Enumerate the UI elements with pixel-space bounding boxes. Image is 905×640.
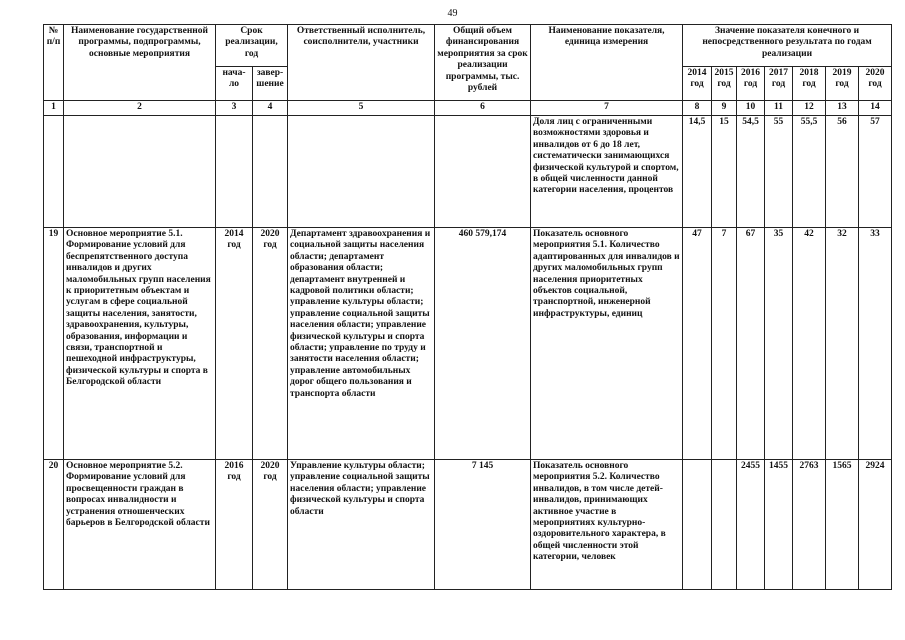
column-number: 3 bbox=[216, 101, 253, 116]
row-executors: Управление культуры области; управление социальной защиты населения области; управление физической культуры и спорта области bbox=[288, 460, 435, 590]
row-value-2014: 14,5 bbox=[683, 116, 712, 228]
program-table bbox=[43, 24, 892, 590]
header-year-2016: 2016 год bbox=[737, 67, 765, 101]
column-number: 4 bbox=[253, 101, 288, 116]
row-value-2017: 55 bbox=[765, 116, 793, 228]
row-end-year bbox=[253, 116, 288, 228]
row-value-2018: 55,5 bbox=[793, 116, 826, 228]
column-number: 12 bbox=[793, 101, 826, 116]
row-value-2019: 56 bbox=[826, 116, 859, 228]
column-number-row bbox=[44, 101, 892, 116]
row-value-2014 bbox=[683, 460, 712, 590]
row-value-2019: 32 bbox=[826, 228, 859, 460]
row-indicator: Показатель основного мероприятия 5.1. Количество адаптированных для инвалидов и других маломобильных групп населения приоритетных объектов социальной, транспортной, инженерной инфраструктуры, единиц bbox=[531, 228, 683, 460]
header-year-2014: 2014 год bbox=[683, 67, 712, 101]
header-term: Срок реализации, год bbox=[216, 25, 288, 67]
header-program-name: Наименование государственной программы, подпрограммы, основные мероприятия bbox=[64, 25, 216, 101]
row-program-name: Основное мероприятие 5.2. Формирование условий для просвещенности граждан в вопросах инвалидности и устранения отношенческих барьеров в Белгородской области bbox=[64, 460, 216, 590]
row-value-2019: 1565 bbox=[826, 460, 859, 590]
table-row bbox=[44, 116, 892, 228]
row-start-year bbox=[216, 116, 253, 228]
row-executors bbox=[288, 116, 435, 228]
row-value-2015: 15 bbox=[712, 116, 737, 228]
header-year-2020: 2020 год bbox=[859, 67, 892, 101]
row-value-2018: 42 bbox=[793, 228, 826, 460]
row-financing bbox=[435, 116, 531, 228]
row-value-2016: 2455 bbox=[737, 460, 765, 590]
row-financing: 460 579,174 bbox=[435, 228, 531, 460]
page-number: 49 bbox=[447, 8, 458, 19]
header-number: № п/п bbox=[44, 25, 64, 101]
column-number: 7 bbox=[531, 101, 683, 116]
row-financing: 7 145 bbox=[435, 460, 531, 590]
row-value-2015: 7 bbox=[712, 228, 737, 460]
row-end-year: 2020 год bbox=[253, 460, 288, 590]
header-financing: Общий объем финансирования мероприятия за срок реализации программы, тыс. рублей bbox=[435, 25, 531, 101]
row-value-2015 bbox=[712, 460, 737, 590]
header-indicator: Наименование показателя, единица измерения bbox=[531, 25, 683, 101]
column-number: 10 bbox=[737, 101, 765, 116]
header-end: завер-шение bbox=[253, 67, 288, 101]
header-values: Значение показателя конечного и непосредственного результата по годам реализации bbox=[683, 25, 892, 67]
row-value-2016: 67 bbox=[737, 228, 765, 460]
table-row bbox=[44, 460, 892, 590]
row-number: 20 bbox=[44, 460, 64, 590]
row-indicator: Доля лиц с ограниченными возможностями здоровья и инвалидов от 6 до 18 лет, систематически занимающихся физической культурой и спортом, в общей численности данной категории населения, процентов bbox=[531, 116, 683, 228]
row-end-year: 2020 год bbox=[253, 228, 288, 460]
row-value-2018: 2763 bbox=[793, 460, 826, 590]
row-value-2020: 33 bbox=[859, 228, 892, 460]
header-year-2017: 2017 год bbox=[765, 67, 793, 101]
column-number: 11 bbox=[765, 101, 793, 116]
row-indicator: Показатель основного мероприятия 5.2. Количество инвалидов, в том числе детей-инвалидов, принимающих активное участие в мероприятиях культурно-оздоровительного характера, в общей численности этой категории, человек bbox=[531, 460, 683, 590]
row-number: 19 bbox=[44, 228, 64, 460]
row-value-2017: 1455 bbox=[765, 460, 793, 590]
row-value-2014: 47 bbox=[683, 228, 712, 460]
column-number: 13 bbox=[826, 101, 859, 116]
column-number: 14 bbox=[859, 101, 892, 116]
header-row-1 bbox=[44, 25, 892, 67]
column-number: 5 bbox=[288, 101, 435, 116]
row-program-name bbox=[64, 116, 216, 228]
row-program-name: Основное мероприятие 5.1. Формирование условий для беспрепятственного доступа инвалидов и других маломобильных групп населения к приоритетным объектам и услугам в сфере социальной защиты населения, занятости, здравоохранения, культуры, образования, информации и связи, транспортной и пешеходной инфраструктуры, физической культуры и спорта в Белгородской области bbox=[64, 228, 216, 460]
row-value-2020: 57 bbox=[859, 116, 892, 228]
row-executors: Департамент здравоохранения и социальной защиты населения области; департамент образования области; департамент внутренней и кадровой политики области; управление культуры области; управление социальной защиты населения области; управление физической культуры и спорта области; управление по труду и занятости населения области; управление автомобильных дорог общего пользования и транспорта области bbox=[288, 228, 435, 460]
header-start: нача-ло bbox=[216, 67, 253, 101]
row-start-year: 2014 год bbox=[216, 228, 253, 460]
column-number: 1 bbox=[44, 101, 64, 116]
row-value-2016: 54,5 bbox=[737, 116, 765, 228]
row-value-2020: 2924 bbox=[859, 460, 892, 590]
column-number: 9 bbox=[712, 101, 737, 116]
column-number: 8 bbox=[683, 101, 712, 116]
header-executors: Ответственный исполнитель, соисполнители, участники bbox=[288, 25, 435, 101]
header-year-2015: 2015 год bbox=[712, 67, 737, 101]
row-value-2017: 35 bbox=[765, 228, 793, 460]
row-start-year: 2016 год bbox=[216, 460, 253, 590]
header-year-2018: 2018 год bbox=[793, 67, 826, 101]
row-number bbox=[44, 116, 64, 228]
header-year-2019: 2019 год bbox=[826, 67, 859, 101]
column-number: 2 bbox=[64, 101, 216, 116]
column-number: 6 bbox=[435, 101, 531, 116]
table-row bbox=[44, 228, 892, 460]
